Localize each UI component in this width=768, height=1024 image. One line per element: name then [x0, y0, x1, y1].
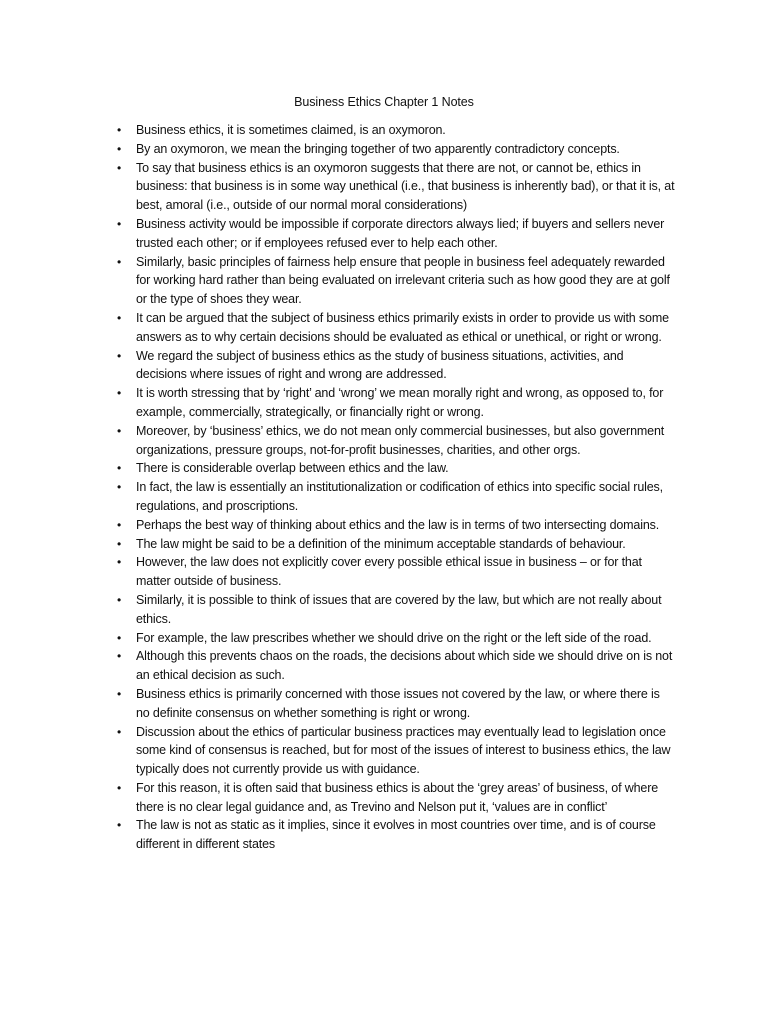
- document-title: Business Ethics Chapter 1 Notes: [294, 95, 474, 109]
- bullet-text: We regard the subject of business ethics as the study of business situations, activities, and decisions where issues of right and wrong are addressed.: [136, 348, 624, 382]
- bullet-icon: •: [116, 480, 122, 495]
- bullet-item: [0, 816, 676, 854]
- bullet-item: [0, 121, 676, 140]
- bullet-icon: •: [116, 592, 122, 607]
- bullet-icon: •: [116, 310, 122, 325]
- bullet-text: For this reason, it is often said that business ethics is about the ‘grey areas’ of business, of where there is no clear legal guidance and, as Trevino and Nelson put it, ‘values are in conflict’: [136, 780, 659, 814]
- bullet-text: Discussion about the ethics of particular business practices may eventually lead to legislation once some kind of consensus is reached, but for most of the issues of interest to business ethics, the law typically does not currently provide us with guidance.: [136, 724, 671, 777]
- bullet-item: [0, 309, 676, 347]
- bullet-icon: •: [116, 818, 122, 833]
- bullet-icon: •: [116, 555, 122, 570]
- bullet-item: [0, 553, 676, 591]
- bullet-icon: •: [116, 461, 122, 476]
- bullet-text: Similarly, basic principles of fairness help ensure that people in business feel adequately rewarded for working hard rather than being evaluated on irrelevant criteria such as how good they are at golf or the type of shoes they wear.: [136, 254, 670, 307]
- bullet-text: In fact, the law is essentially an institutionalization or codification of ethics into specific social rules, regulations, and proscriptions.: [136, 480, 663, 513]
- bullet-item: [0, 253, 676, 309]
- bullet-icon: •: [116, 160, 122, 175]
- bullet-item: [0, 685, 676, 723]
- bullet-icon: •: [116, 386, 122, 401]
- bullet-text: Similarly, it is possible to think of issues that are covered by the law, but which are not really about ethics.: [136, 592, 662, 626]
- bullet-text: Perhaps the best way of thinking about ethics and the law is in terms of two intersecting domains.: [136, 517, 660, 532]
- bullet-icon: •: [116, 686, 122, 701]
- bullet-item: [0, 647, 676, 685]
- bullet-icon: •: [116, 123, 122, 137]
- bullet-icon: •: [116, 780, 122, 795]
- bullet-item: [0, 215, 676, 253]
- bullet-icon: •: [116, 423, 122, 438]
- bullet-icon: •: [116, 216, 122, 231]
- bullet-item: [0, 516, 676, 535]
- bullet-list: [0, 121, 676, 854]
- bullet-item: [0, 384, 676, 422]
- bullet-icon: •: [116, 141, 122, 156]
- bullet-icon: •: [116, 254, 122, 269]
- bullet-text: There is considerable overlap between ethics and the law.: [136, 461, 449, 476]
- bullet-item: [0, 535, 676, 554]
- bullet-text: Business ethics is primarily concerned with those issues not covered by the law, or where there is no definite consensus on whether something is right or wrong.: [136, 686, 660, 720]
- bullet-text: The law might be said to be a definition of the minimum acceptable standards of behaviour.: [136, 536, 626, 551]
- bullet-text: By an oxymoron, we mean the bringing together of two apparently contradictory concepts.: [136, 141, 620, 156]
- bullet-text: To say that business ethics is an oxymoron suggests that there are not, or cannot be, ethics in business: that business is in some way unethical (i.e., that business is inherently bad), or that it is, at best, amoral (i.e., outside of our normal moral considerations): [136, 160, 675, 213]
- bullet-icon: •: [116, 536, 122, 551]
- bullet-item: [0, 779, 676, 817]
- bullet-text: For example, the law prescribes whether we should drive on the right or the left side of the road.: [136, 630, 652, 645]
- bullet-text: Business activity would be impossible if corporate directors always lied; if buyers and sellers never trusted each other; or if employees refused ever to help each other.: [136, 216, 665, 250]
- bullet-item: [0, 459, 676, 478]
- bullet-text: The law is not as static as it implies, since it evolves in most countries over time, and is of course different in different states: [136, 818, 656, 852]
- bullet-item: [0, 629, 676, 648]
- bullet-item: [0, 159, 676, 215]
- bullet-icon: •: [116, 630, 122, 645]
- bullet-text: Moreover, by ‘business’ ethics, we do not mean only commercial businesses, but also government organizations, pressure groups, not-for-profit businesses, charities, and other orgs.: [136, 423, 665, 457]
- bullet-item: [0, 591, 676, 629]
- bullet-text: Although this prevents chaos on the roads, the decisions about which side we should drive on is not an ethical decision as such.: [136, 649, 673, 683]
- bullet-text: It is worth stressing that by ‘right’ and ‘wrong’ we mean morally right and wrong, as opposed to, for example, commercially, strategically, or financially right or wrong.: [136, 386, 664, 419]
- bullet-text: Business ethics, it is sometimes claimed, is an oxymoron.: [136, 123, 446, 137]
- bullet-item: [0, 422, 676, 460]
- bullet-icon: •: [116, 348, 122, 363]
- bullet-text: However, the law does not explicitly cover every possible ethical issue in business – or for that matter outside of business.: [136, 555, 642, 589]
- bullet-icon: •: [116, 724, 122, 739]
- bullet-icon: •: [116, 649, 122, 664]
- bullet-icon: •: [116, 517, 122, 532]
- bullet-item: [0, 347, 676, 385]
- bullet-item: [0, 723, 676, 779]
- bullet-text: It can be argued that the subject of business ethics primarily exists in order to provide us with some answers as to why certain decisions should be evaluated as ethical or unethical, or right or wrong.: [136, 310, 669, 344]
- bullet-item: [0, 140, 676, 159]
- bullet-item: [0, 478, 676, 516]
